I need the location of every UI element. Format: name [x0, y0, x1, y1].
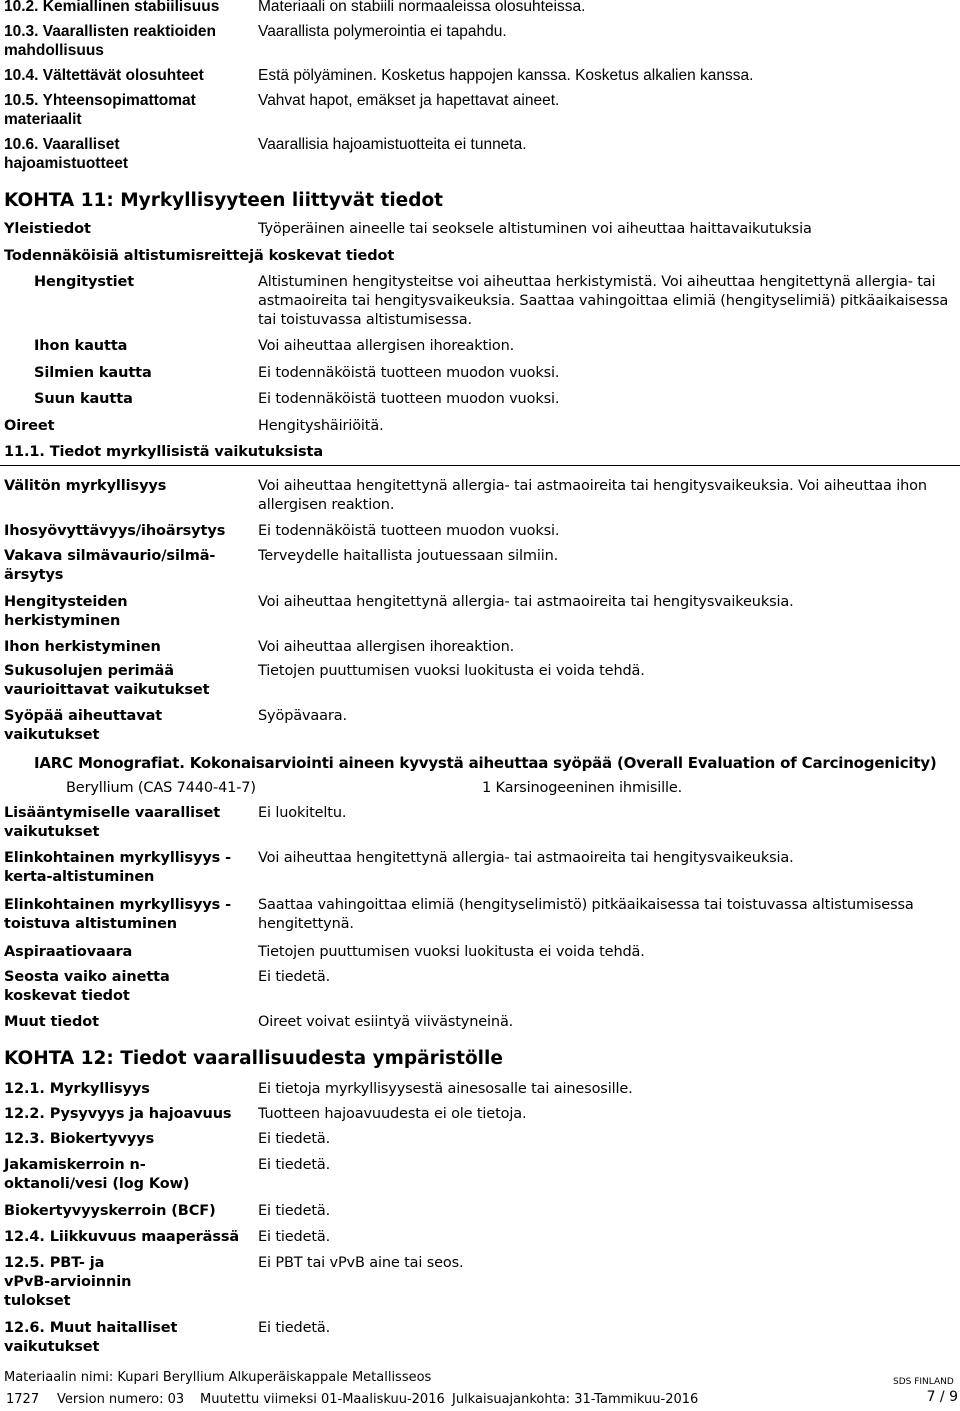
- footer-modified: Muutettu viimeksi 01-Maaliskuu-2016: [200, 1392, 445, 1407]
- mixture-info-label: Seosta vaiko ainetta koskevat tiedot: [4, 969, 170, 1004]
- route-eyes-value: Ei todennäköistä tuotteen muodon vuoksi.: [258, 365, 560, 381]
- log-kow-label: Jakamiskerroin n-oktanoli/vesi (log Kow): [4, 1157, 190, 1192]
- carcinogenicity-label: Syöpää aiheuttavat vaikutukset: [4, 708, 163, 743]
- ecotox-label: 12.1. Myrkyllisyys: [4, 1081, 150, 1097]
- pbt-label: 12.5. PBT- ja vPvB-arvioinnin tulokset: [4, 1255, 132, 1309]
- skin-sensitisation-label: Ihon herkistyminen: [4, 639, 161, 655]
- route-skin-value: Voi aiheuttaa allergisen ihoreaktion.: [258, 338, 515, 354]
- route-eyes-label: Silmien kautta: [34, 365, 152, 381]
- ecotox-value: Ei tietoja myrkyllisyysestä ainesosalle tai ainesosille.: [258, 1081, 633, 1097]
- iarc-result: 1 Karsinogeeninen ihmisille.: [482, 780, 683, 796]
- iarc-substance: Beryllium (CAS 7440-41-7): [66, 780, 256, 796]
- stot-single-value: Voi aiheuttaa hengitettynä allergia- tai astmaoireita tai hengitysvaikeuksia.: [258, 850, 794, 866]
- footer-page-number: 7 / 9: [926, 1389, 958, 1405]
- skin-corrosion-value: Ei todennäköistä tuotteen muodon vuoksi.: [258, 523, 560, 539]
- s10-label-decomposition: 10.6. Vaaralliset hajoamistuotteet: [4, 136, 129, 172]
- reproductive-value: Ei luokiteltu.: [258, 805, 347, 821]
- other-info-value: Oireet voivat esiintyä viivästyneinä.: [258, 1014, 514, 1030]
- aspiration-label: Aspiraatiovaara: [4, 944, 133, 960]
- persistence-label: 12.2. Pysyvyys ja hajoavuus: [4, 1106, 232, 1122]
- divider: [0, 465, 960, 466]
- s10-label-conditions: 10.4. Vältettävät olosuhteet: [4, 67, 204, 84]
- symptoms-value: Hengityshäiriöitä.: [258, 418, 384, 434]
- s10-value-stability: Materiaali on stabiili normaaleissa olosuhteissa.: [258, 0, 586, 15]
- s10-value-incompatible: Vahvat hapot, emäkset ja hapettavat aineet.: [258, 92, 560, 109]
- mutagenicity-label: Sukusolujen perimää vaurioittavat vaikutukset: [4, 663, 210, 698]
- routes-heading: Todennäköisiä altistumisreittejä koskevat tiedot: [4, 248, 395, 264]
- skin-corrosion-label: Ihosyövyttävyys/ihoärsytys: [4, 523, 226, 539]
- other-effects-label: 12.6. Muut haitalliset vaikutukset: [4, 1320, 178, 1355]
- symptoms-label: Oireet: [4, 418, 55, 434]
- footer-region: SDS FINLAND: [893, 1377, 954, 1387]
- effects-heading: 11.1. Tiedot myrkyllisistä vaikutuksista: [4, 444, 324, 460]
- pbt-value: Ei PBT tai vPvB aine tai seos.: [258, 1255, 464, 1271]
- route-inhalation-label: Hengitystiet: [34, 274, 135, 290]
- iarc-heading: IARC Monografiat. Kokonaisarviointi aineen kyvystä aiheuttaa syöpää (Overall Evaluation of Carcinogenicity): [34, 754, 937, 772]
- route-inhalation-value: Altistuminen hengitysteitse voi aiheuttaa herkistymistä. Voi aiheuttaa hengitettynä allergia- tai astmaoireita tai hengitysvaikeuksia. Saattaa vahingoittaa elimiä (hengityselimiä) pitkäaikaisessa tai toistuvassa altistumisessa.: [258, 274, 949, 328]
- footer-version: Version numero: 03: [57, 1392, 185, 1407]
- eye-damage-value: Terveydelle haitallista joutuessaan silmiin.: [258, 548, 559, 564]
- bcf-label: Biokertyvyyskerroin (BCF): [4, 1203, 216, 1219]
- section11-heading: KOHTA 11: Myrkyllisyyteen liittyvät tiedot: [4, 190, 444, 211]
- bcf-value: Ei tiedetä.: [258, 1203, 331, 1219]
- footer-published: Julkaisuajankohta: 31-Tammikuu-2016: [452, 1392, 699, 1407]
- acute-toxicity-value: Voi aiheuttaa hengitettynä allergia- tai astmaoireita tai hengitysvaikeuksia. Voi aiheuttaa ihon allergisen reaktion.: [258, 478, 927, 513]
- section12-heading: KOHTA 12: Tiedot vaarallisuudesta ympäristölle: [4, 1048, 503, 1069]
- eye-damage-label: Vakava silmävaurio/silmä-ärsytys: [4, 548, 216, 583]
- reproductive-label: Lisääntymiselle vaaralliset vaikutukset: [4, 805, 221, 840]
- soil-mobility-value: Ei tiedetä.: [258, 1229, 331, 1245]
- general-info-value: Työperäinen aineelle tai seoksele altistuminen voi aiheuttaa haittavaikutuksia: [258, 221, 812, 237]
- log-kow-value: Ei tiedetä.: [258, 1157, 331, 1173]
- bioaccumulation-label: 12.3. Biokertyvyys: [4, 1131, 155, 1147]
- general-info-label: Yleistiedot: [4, 221, 91, 237]
- bioaccumulation-value: Ei tiedetä.: [258, 1131, 331, 1147]
- footer-doc-id: 1727: [6, 1392, 40, 1407]
- resp-sensitisation-value: Voi aiheuttaa hengitettynä allergia- tai astmaoireita tai hengitysvaikeuksia.: [258, 594, 794, 610]
- s10-label-stability: 10.2. Kemiallinen stabiilisuus: [4, 0, 220, 15]
- resp-sensitisation-label: Hengitysteiden herkistyminen: [4, 594, 128, 629]
- carcinogenicity-value: Syöpävaara.: [258, 708, 347, 724]
- stot-repeated-value: Saattaa vahingoittaa elimiä (hengityselimistö) pitkäaikaisessa tai toistuvassa altistumisessa hengitettynä.: [258, 897, 914, 932]
- route-skin-label: Ihon kautta: [34, 338, 128, 354]
- footer-material-name: Materiaalin nimi: Kupari Beryllium Alkuperäiskappale Metallisseos: [4, 1370, 432, 1385]
- s10-label-incompatible: 10.5. Yhteensopimattomat materiaalit: [4, 92, 196, 128]
- persistence-value: Tuotteen hajoavuudesta ei ole tietoja.: [258, 1106, 527, 1122]
- mutagenicity-value: Tietojen puuttumisen vuoksi luokitusta ei voida tehdä.: [258, 663, 645, 679]
- acute-toxicity-label: Välitön myrkyllisyys: [4, 478, 167, 494]
- other-effects-value: Ei tiedetä.: [258, 1320, 331, 1336]
- other-info-label: Muut tiedot: [4, 1014, 99, 1030]
- s10-value-decomposition: Vaarallisia hajoamistuotteita ei tunneta.: [258, 136, 527, 153]
- skin-sensitisation-value: Voi aiheuttaa allergisen ihoreaktion.: [258, 639, 515, 655]
- s10-value-reactions: Vaarallista polymerointia ei tapahdu.: [258, 23, 507, 40]
- s10-label-reactions: 10.3. Vaarallisten reaktioiden mahdollisuus: [4, 23, 216, 59]
- aspiration-value: Tietojen puuttumisen vuoksi luokitusta ei voida tehdä.: [258, 944, 645, 960]
- route-oral-value: Ei todennäköistä tuotteen muodon vuoksi.: [258, 391, 560, 407]
- route-oral-label: Suun kautta: [34, 391, 133, 407]
- soil-mobility-label: 12.4. Liikkuvuus maaperässä: [4, 1229, 240, 1245]
- stot-repeated-label: Elinkohtainen myrkyllisyys - toistuva altistuminen: [4, 897, 232, 932]
- stot-single-label: Elinkohtainen myrkyllisyys - kerta-altistuminen: [4, 850, 232, 885]
- s10-value-conditions: Estä pölyäminen. Kosketus happojen kanssa. Kosketus alkalien kanssa.: [258, 67, 754, 84]
- mixture-info-value: Ei tiedetä.: [258, 969, 331, 985]
